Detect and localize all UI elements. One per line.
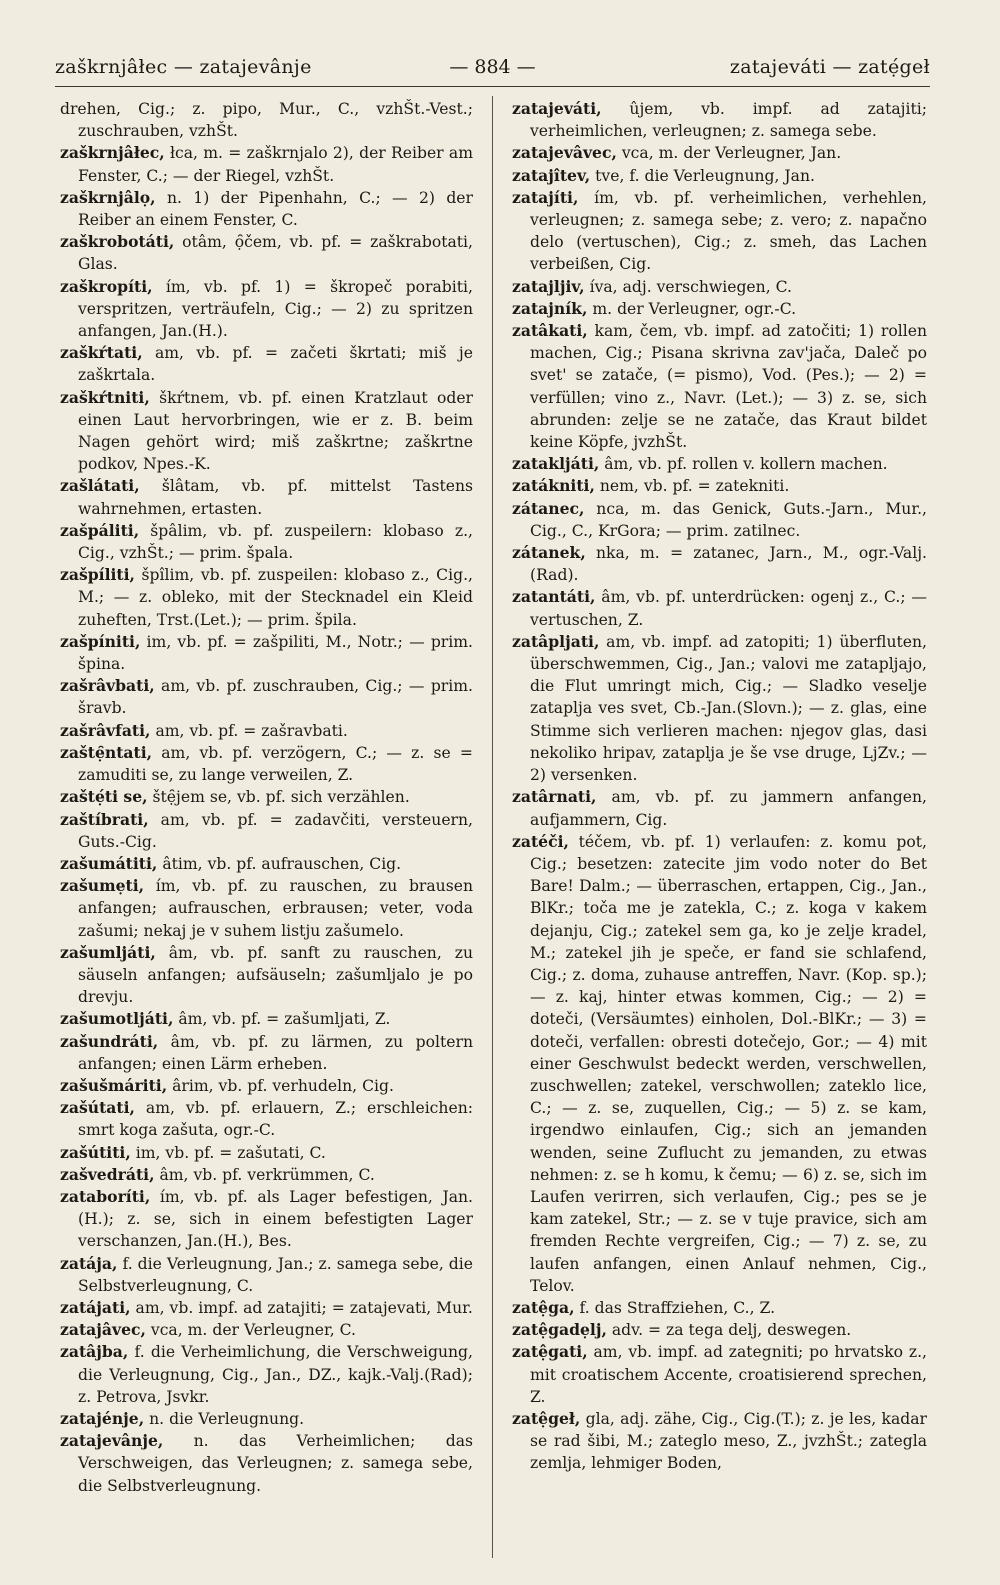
dictionary-entry [512, 1408, 927, 1475]
entry-headword: zašlátati, [60, 476, 140, 496]
entry-definition: íva, adj. verschwiegen, C. [584, 277, 792, 296]
entry-definition: škŕtnem, vb. pf. einen Kratzlaut oder einen Laut hervorbringen, wie er z. B. beim Nagen gehört wird; miš zaškrtne; zaškrtne podkov, Npes.-K. [78, 388, 473, 474]
entry-definition: ârim, vb. pf. verhudeln, Cig. [167, 1076, 394, 1095]
entry-definition: n. das Verheimlichen; das Verschweigen, das Verleugnen; z. samega sebe, die Selbstverleugnung. [78, 1432, 473, 1495]
entry-definition: m. der Verleugner, ogr.-C. [587, 299, 797, 318]
dictionary-entry [512, 298, 927, 320]
entry-definition: ím, vb. pf. zu rauschen, zu brausen anfangen; aufrauschen, erbrausen; veter, voda zašumi; nekaj je v suhem listju zašumelo. [78, 877, 473, 940]
dictionary-entry [60, 1031, 473, 1075]
entry-definition: šlâtam, vb. pf. mittelst Tastens wahrnehmen, ertasten. [78, 477, 473, 518]
dictionary-entry [512, 586, 927, 630]
entry-headword: zatâkati, [512, 321, 588, 341]
entry-definition: téčem, vb. pf. 1) verlaufen: z. komu pot, Cig.; besetzen: zatecite jim vodo noter do Bet Bare! Dalm.; — überraschen, ertappen, Cig., Jan., BlKr.; toča me je zatekla, C.; z. koga v kakem dejanju, Cig.; zatekel sem ga, ko je zelje kradel, M.; zatekel jih je speče, er fand sie schlafend, Cig.; z. doma, zuhause antreffen, Navr. (Kop. sp.); — z. kaj, hinter etwas kommen, Cig.; — 2) = doteči, (Versäumtes) einholen, Dol.-BlKr.; — 3) = doteči, verfallen: obresti dotečejo, Gor.; — 4) mit einer Geschwulst bedeckt werden, verschwellen, zuschwellen; zatekel, verschwollen; zateklo lice, C.; — z. se, zuquellen, Cig.; — 5) z. se kam, irgendwo einlaufen, Cig.; sich an jemanden wenden, seine Zuflucht zu jemanden, zu etwas nehmen: z. se h komu, k čemu; — 6) z. se, sich im Laufen verirren, sich verlaufen, Cig.; pes se je kam zatekel, Str.; — z. se v tuje pravice, sich am fremden Rechte vergreifen, Cig.; — 7) z. se, zu laufen anfangen, einen Anlauf nehmen, Cig., Telov. [530, 832, 927, 1295]
entry-definition: łca, m. = zaškrnjalo 2), der Reiber am Fenster, C.; — der Riegel, vzhŠt. [78, 144, 473, 185]
entry-headword: zatajevâvec, [512, 143, 617, 163]
entry-headword: zatajíti, [512, 187, 579, 207]
entry-headword: zašrâvbati, [60, 676, 155, 696]
entry-headword: zaškropíti, [60, 276, 153, 296]
dictionary-entry [60, 1430, 473, 1497]
dictionary-entry [60, 675, 473, 719]
dictionary-entry [512, 165, 927, 187]
entry-headword: zatéči, [512, 831, 569, 851]
dictionary-entry [60, 142, 473, 186]
entry-headword: zašpíliti, [60, 565, 135, 585]
entry-headword: zašumotljáti, [60, 1009, 174, 1029]
left-column [60, 98, 473, 1497]
entry-headword: zatája, [60, 1253, 118, 1273]
entry-headword: zatâpljati, [512, 631, 600, 651]
entry-headword: zatâjba, [60, 1342, 129, 1362]
entry-headword: zatantáti, [512, 587, 596, 607]
entry-definition: vca, m. der Verleugner, C. [145, 1321, 356, 1340]
dictionary-entry [512, 542, 927, 586]
entry-definition: vca, m. der Verleugner, Jan. [616, 144, 842, 163]
entry-definition: am, vb. pf. zu jammern anfangen, aufjammern, Cig. [530, 788, 927, 829]
dictionary-entry [60, 1097, 473, 1141]
entry-headword: zaštíbrati, [60, 809, 149, 829]
dictionary-entry [60, 520, 473, 564]
entry-definition: gla, adj. zähe, Cig., Cig.(T.); z. je les, kadar se rad šibi, M.; zateglo meso, Z., jvzhŠt.; zategla zemlja, lehmiger Boden, [530, 1409, 927, 1473]
dictionary-entry [512, 98, 927, 142]
entry-definition: im, vb. pf. = zašpiliti, M., Notr.; — prim. špina. [78, 632, 473, 674]
dictionary-entry [60, 853, 473, 875]
dictionary-entry [512, 276, 927, 298]
dictionary-entry [60, 342, 473, 386]
entry-headword: zatajâvec, [60, 1320, 146, 1340]
entry-headword: zašrâvfati, [60, 720, 151, 740]
dictionary-entry [60, 387, 473, 476]
entry-definition: špâlim, vb. pf. zuspeilern: klobaso z., Cig., vzhŠt.; — prim. špala. [78, 521, 473, 563]
dictionary-entry [60, 187, 473, 231]
entry-headword: zátanek, [512, 543, 586, 563]
entry-definition: adv. = za tega delj, deswegen. [606, 1321, 852, 1340]
dictionary-entry [512, 631, 927, 786]
dictionary-entry [512, 320, 927, 453]
entry-definition: am, vb. pf. = zadavčiti, versteuern, Guts.-Cig. [78, 810, 473, 851]
entry-headword: zatệgadẹlj, [512, 1320, 607, 1340]
entry-definition: ím, vb. pf. als Lager befestigen, Jan.(H.); z. se, sich in einem befestigten Lager verschanzen, Jan.(H.), Bes. [78, 1187, 473, 1251]
entry-headword: zaškrobotáti, [60, 232, 175, 252]
entry-definition: nka, m. = zatanec, Jarn., M., ogr.-Valj.(Rad). [530, 544, 927, 585]
dictionary-entry [512, 453, 927, 475]
entry-definition: f. das Straffziehen, C., Z. [574, 1298, 776, 1317]
entry-headword: zatajevânje, [60, 1431, 164, 1451]
entry-headword: zatákniti, [512, 476, 595, 496]
entry-definition: am, vb. pf. verzögern, C.; — z. se = zamuditi se, zu lange verweilen, Z. [78, 743, 473, 785]
entry-headword: zaškrnjâlọ, [60, 187, 156, 207]
entry-definition: štẹ̑jem se, vb. pf. sich verzählen. [147, 788, 410, 807]
entry-headword: zaštẹ̑ntati, [60, 742, 153, 762]
header-left-guideword: zaškrnjâłec — zatajevânje [55, 56, 312, 78]
dictionary-entry [512, 1341, 927, 1408]
right-column [512, 98, 927, 1475]
entry-headword: zatajljiv, [512, 276, 585, 296]
dictionary-entry [60, 1408, 473, 1430]
entry-headword: zašumátiti, [60, 853, 158, 873]
entry-headword: zatajîtev, [512, 165, 591, 185]
entry-definition: kam, čem, vb. impf. ad zatočiti; 1) rollen machen, Cig.; Pisana skrivna zav'jača, Daleč po svet' se zatače, (= pismo), Vod. (Pes.); — 2) = verfüllen; vino z., Navr. (Let.); — 3) z. se, sich abrunden: zelje se ne zatače, das Kraut bildet keine Köpfe, jvzhŠt. [530, 322, 927, 452]
entry-headword: zataboríti, [60, 1186, 151, 1206]
entry-headword: zašpáliti, [60, 520, 140, 540]
entry-headword: zaškrnjâłec, [60, 143, 165, 163]
dictionary-entry [60, 1164, 473, 1186]
dictionary-entry [60, 1341, 473, 1408]
dictionary-entry [60, 98, 473, 142]
entry-definition: âm, vb. pf. = zašumljati, Z. [173, 1010, 391, 1029]
entry-definition: am, vb. pf. zuschrauben, Cig.; — prim. šravb. [78, 677, 473, 718]
entry-headword: zatájati, [60, 1297, 131, 1317]
entry-headword: zašútiti, [60, 1142, 131, 1162]
dictionary-entry [512, 187, 927, 276]
dictionary-entry [60, 231, 473, 275]
entry-definition: nca, m. das Genick, Guts.-Jarn., Mur., Cig., C., KrGora; — prim. zatilnec. [530, 499, 927, 540]
entry-definition: âm, vb. pf. rollen v. kollern machen. [599, 455, 888, 474]
dictionary-entry [60, 475, 473, 519]
dictionary-entry [60, 564, 473, 631]
entry-definition: f. die Verheimlichung, die Verschweigung, die Verleugnung, Cig., Jan., DZ., kajk.-Valj.(Rad); z. Petrova, Jsvkr. [78, 1343, 473, 1406]
entry-definition: ûjem, vb. impf. ad zatajiti; verheimlichen, verleugnen; z. samega sebe. [530, 100, 927, 141]
entry-definition: im, vb. pf. = zašutati, C. [130, 1143, 326, 1162]
entry-definition: âm, vb. pf. zu lärmen, zu poltern anfangen; einen Lärm erheben. [78, 1032, 473, 1073]
column-divider [492, 96, 493, 1558]
dictionary-entry [512, 142, 927, 164]
dictionary-entry [60, 786, 473, 808]
entry-headword: zašvedráti, [60, 1164, 155, 1184]
page-header [55, 38, 930, 78]
entry-headword: zatệgeł, [512, 1408, 581, 1428]
entry-definition: am, vb. impf. ad zategniti; po hrvatsko z., mit croatischem Accente, croatisierend sprechen, Z. [530, 1343, 927, 1406]
entry-definition: ím, vb. pf. 1) = škropeč porabiti, verspritzen, verträufeln, Cig.; — 2) zu spritzen anfangen, Jan.(H.). [78, 277, 473, 341]
entry-headword: zašumljáti, [60, 942, 156, 962]
dictionary-entry [512, 786, 927, 830]
dictionary-entry [512, 498, 927, 542]
dictionary-entry [60, 875, 473, 942]
dictionary-entry [60, 809, 473, 853]
entry-definition: drehen, Cig.; z. pipo, Mur., C., vzhŠt.-Vest.; zuschrauben, vzhŠt. [60, 100, 473, 141]
entry-headword: zašútati, [60, 1098, 135, 1118]
entry-definition: am, vb. pf. erlauern, Z.; erschleichen: smrt koga zašuta, ogr.-C. [78, 1099, 473, 1140]
entry-definition: nem, vb. pf. = zatekniti. [594, 477, 790, 496]
entry-definition: n. 1) der Pipenhahn, C.; — 2) der Reiber an einem Fenster, C. [78, 188, 473, 230]
entry-definition: âm, vb. pf. sanft zu rauschen, zu säuseln anfangen; aufsäuseln; zašumljalo je po drevju. [78, 943, 473, 1007]
entry-definition: špîlim, vb. pf. zuspeilen: klobaso z., Cig., M.; — z. obleko, mit der Stecknadel ein Kleid zuheften, Trst.(Let.); — prim. špila. [78, 566, 473, 629]
entry-headword: zaškŕtniti, [60, 387, 150, 407]
entry-headword: zatakljáti, [512, 454, 600, 474]
entry-headword: zaškŕtati, [60, 343, 143, 363]
entry-headword: zatajeváti, [512, 99, 602, 118]
entry-definition: f. die Verleugnung, Jan.; z. samega sebe, die Selbstverleugnung, C. [78, 1254, 473, 1295]
dictionary-entry [60, 720, 473, 742]
dictionary-entry [512, 831, 927, 1297]
entry-definition: am, vb. pf. = zašravbati. [150, 721, 348, 740]
entry-definition: n. die Verleugnung. [144, 1409, 305, 1428]
dictionary-entry [60, 1008, 473, 1030]
entry-definition: otâm, ọ̑čem, vb. pf. = zaškrabotati, Glas. [78, 233, 473, 274]
dictionary-entry [512, 1297, 927, 1319]
entry-headword: zatệga, [512, 1297, 575, 1317]
entry-definition: am, vb. impf. ad zatopiti; 1) überfluten, überschwemmen, Cig., Jan.; valovi me zatapljajo, die Flut umringt mich, Cig.; — Sladko veselje zataplja ves svet, Cb.-Jan.(Slovn.); — z. glas, eine Stimme sich verlieren machen: njegov glas, dasi nekoliko hripav, zataplja je še vse druge, LjZv.; — 2) versenken. [530, 632, 927, 785]
entry-headword: zatệgati, [512, 1342, 588, 1362]
page-number: — 884 — [449, 56, 536, 78]
dictionary-entry [60, 1297, 473, 1319]
dictionary-entry [60, 942, 473, 1009]
header-right-guideword: zatajeváti — zatẹ́geł [729, 56, 930, 78]
entry-headword: zaštẹ́ti se, [60, 787, 148, 807]
dictionary-entry [60, 1186, 473, 1253]
entry-headword: zašumẹti, [60, 876, 145, 896]
entry-headword: zatajénje, [60, 1408, 145, 1428]
entry-headword: zatajník, [512, 298, 588, 318]
dictionary-entry [512, 1319, 927, 1341]
entry-definition: ím, vb. pf. verheimlichen, verhehlen, verleugnen; z. samega sebe; z. vero; z. napačno delo (vertuschen), Cig.; z. smeh, das Lachen verbeißen, Cig. [530, 188, 927, 274]
entry-definition: tve, f. die Verleugnung, Jan. [590, 166, 815, 185]
entry-headword: zašušmáriti, [60, 1075, 168, 1095]
entry-headword: zatârnati, [512, 787, 597, 807]
entry-headword: zašundráti, [60, 1031, 159, 1051]
dictionary-entry [512, 475, 927, 497]
entry-definition: âtim, vb. pf. aufrauschen, Cig. [157, 854, 402, 873]
dictionary-entry [60, 1142, 473, 1164]
entry-definition: âm, vb. pf. unterdrücken: ogenj z., C.; — vertuschen, Z. [530, 588, 927, 629]
dictionary-entry [60, 742, 473, 786]
dictionary-entry [60, 1253, 473, 1297]
entry-definition: am, vb. impf. ad zatajiti; = zatajevati, Mur. [130, 1298, 473, 1317]
entry-headword: zátanec, [512, 498, 585, 518]
dictionary-entry [60, 276, 473, 343]
entry-headword: zašpíniti, [60, 631, 141, 651]
dictionary-entry [60, 1319, 473, 1341]
header-rule [55, 86, 930, 87]
entry-definition: am, vb. pf. = začeti škrtati; miš je zaškrtala. [78, 344, 473, 385]
dictionary-entry [60, 631, 473, 675]
dictionary-entry [60, 1075, 473, 1097]
entry-definition: âm, vb. pf. verkrümmen, C. [154, 1165, 375, 1184]
